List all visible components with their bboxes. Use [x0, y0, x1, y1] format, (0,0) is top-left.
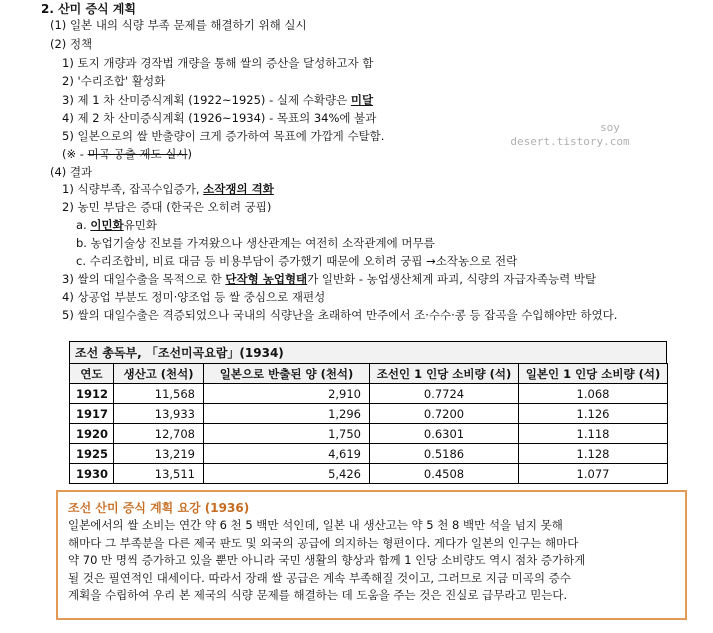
year-cell: 1930	[70, 464, 114, 484]
table-row	[70, 404, 668, 424]
table-row	[70, 444, 668, 464]
emphasis-text: 단작형 농업형태	[225, 272, 308, 286]
text-line	[62, 181, 274, 197]
rice-statistics-table	[69, 341, 667, 484]
emphasis-text: 소작쟁의 격화	[203, 182, 274, 196]
table-cell: 1.118	[519, 424, 668, 444]
text-line: 4) 제 2 차 산미증식계획 (1926~1934) - 목표의 34%에 불과	[62, 111, 377, 125]
table-header-row	[70, 364, 668, 384]
year-cell: 1912	[70, 384, 114, 404]
text-line: 5) 쌀의 대일수출은 격증되었으나 국내의 식량난을 초래하여 만주에서 조·수수·콩 등 잡곡을 수입해야만 하였다.	[62, 308, 618, 322]
column-header: 일본으로 반출된 양 (천석)	[204, 364, 370, 384]
text-segment: 1) 식량부족, 잡곡수입증가,	[62, 182, 204, 196]
watermark-top: soy	[600, 121, 620, 134]
text-line: 5) 일본으로의 쌀 반출량이 크게 증가하여 목표에 가깝게 수탈함.	[62, 129, 385, 143]
text-segment: 가 일반화 - 농업생산체계 파괴, 식량의 자급자족능력 박탈	[307, 272, 597, 286]
column-header: 조선인 1 인당 소비량 (석)	[370, 364, 519, 384]
text-line	[76, 217, 157, 233]
text-segment: 유민화	[123, 218, 158, 232]
text-line: c. 수리조합비, 비료 대금 등 비용부담이 증가했기 때문에 오히려 궁핍 →소작농으로 전락	[76, 254, 518, 268]
table-cell: 12,708	[114, 424, 204, 444]
emphasis-text: 이민화	[90, 218, 124, 232]
table-cell: 13,511	[114, 464, 204, 484]
quote-line: 될 것은 필연적인 대세이다. 따라서 장래 쌀 공급은 계속 부족해질 것이고, 그러므로 지금 미곡의 증수	[68, 570, 571, 585]
text-line: (1) 일본 내의 식량 부족 문제를 해결하기 위해 실시	[50, 18, 307, 32]
watermark-bottom: desert.tistory.com	[510, 135, 630, 148]
quote-line: 약 70 만 명씩 증가하고 있을 뿐만 아니라 국민 생활의 향상과 함께 1 인당 소비량도 역시 점차 증가하게	[68, 553, 586, 567]
text-line: 2) 농민 부담은 증대 (한국은 오히려 궁핍)	[62, 200, 272, 214]
quote-title: 조선 산미 증식 계획 요강 (1936)	[68, 501, 250, 515]
text-line: b. 농업기술상 진보를 가져왔으나 생산관계는 여전히 소작관계에 머무름	[76, 236, 435, 250]
table-cell: 5,426	[204, 464, 370, 484]
quote-line: 해마다 그 부족분을 다른 제국 판도 및 외국의 공급에 의지하는 형편이다. 게다가 일본의 인구는 해마다	[68, 535, 579, 550]
column-header: 생산고 (천석)	[114, 364, 204, 384]
table-cell: 1.077	[519, 464, 668, 484]
table-row	[70, 424, 668, 444]
quote-box	[56, 490, 687, 620]
year-cell: 1920	[70, 424, 114, 444]
struck-text: 미곡 공출 제도 실시	[87, 147, 188, 161]
table-cell: 0.7724	[370, 384, 519, 404]
table-row	[70, 384, 668, 404]
table-cell: 1.128	[519, 444, 668, 464]
section-title: 2. 산미 증식 계획	[41, 2, 136, 16]
text-line	[62, 271, 596, 287]
table-cell: 0.7200	[370, 404, 519, 424]
table-cell: 13,933	[114, 404, 204, 424]
table-title: 조선 총독부, 「조선미곡요람」(1934)	[69, 341, 667, 363]
text-line: (4) 결과	[50, 165, 93, 179]
text-segment: )	[187, 147, 192, 161]
text-segment: 3) 제 1 차 산미증식계획 (1922~1925) - 실제 수확량은	[62, 93, 351, 107]
text-segment: 3) 쌀의 대일수출을 목적으로 한	[62, 272, 226, 286]
text-line	[62, 92, 373, 108]
table-cell: 0.4508	[370, 464, 519, 484]
text-segment: a.	[76, 218, 91, 232]
emphasis-text: 미달	[350, 93, 374, 107]
table-cell: 2,910	[204, 384, 370, 404]
table-cell: 1.126	[519, 404, 668, 424]
text-line: 2) '수리조합' 활성화	[62, 74, 166, 88]
year-cell: 1925	[70, 444, 114, 464]
table-cell: 1.068	[519, 384, 668, 404]
text-line: 1) 토지 개량과 경작법 개량을 통해 쌀의 증산을 달성하고자 함	[62, 56, 374, 70]
table-cell: 4,619	[204, 444, 370, 464]
table-grid	[69, 363, 668, 484]
quote-line: 일본에서의 쌀 소비는 연간 약 6 천 5 백만 석인데, 일본 내 생산고는 약 5 천 8 백만 석을 넘지 못해	[68, 518, 563, 532]
text-line	[62, 146, 192, 162]
text-segment: (※ -	[62, 147, 88, 161]
table-cell: 1,750	[204, 424, 370, 444]
table-row	[70, 464, 668, 484]
table-cell: 11,568	[114, 384, 204, 404]
quote-line: 계획을 수립하여 우리 본 제국의 식량 문제를 해결하는 데 도움을 주는 것은 진실로 급무라고 믿는다.	[68, 588, 568, 602]
year-cell: 1917	[70, 404, 114, 424]
column-header: 연도	[70, 364, 114, 384]
table-cell: 0.5186	[370, 444, 519, 464]
text-line: (2) 정책	[50, 37, 93, 51]
column-header: 일본인 1 인당 소비량 (석)	[519, 364, 668, 384]
table-cell: 13,219	[114, 444, 204, 464]
table-cell: 0.6301	[370, 424, 519, 444]
text-line: 4) 상공업 부분도 정미·양조업 등 쌀 중심으로 재편성	[62, 290, 326, 304]
table-cell: 1,296	[204, 404, 370, 424]
